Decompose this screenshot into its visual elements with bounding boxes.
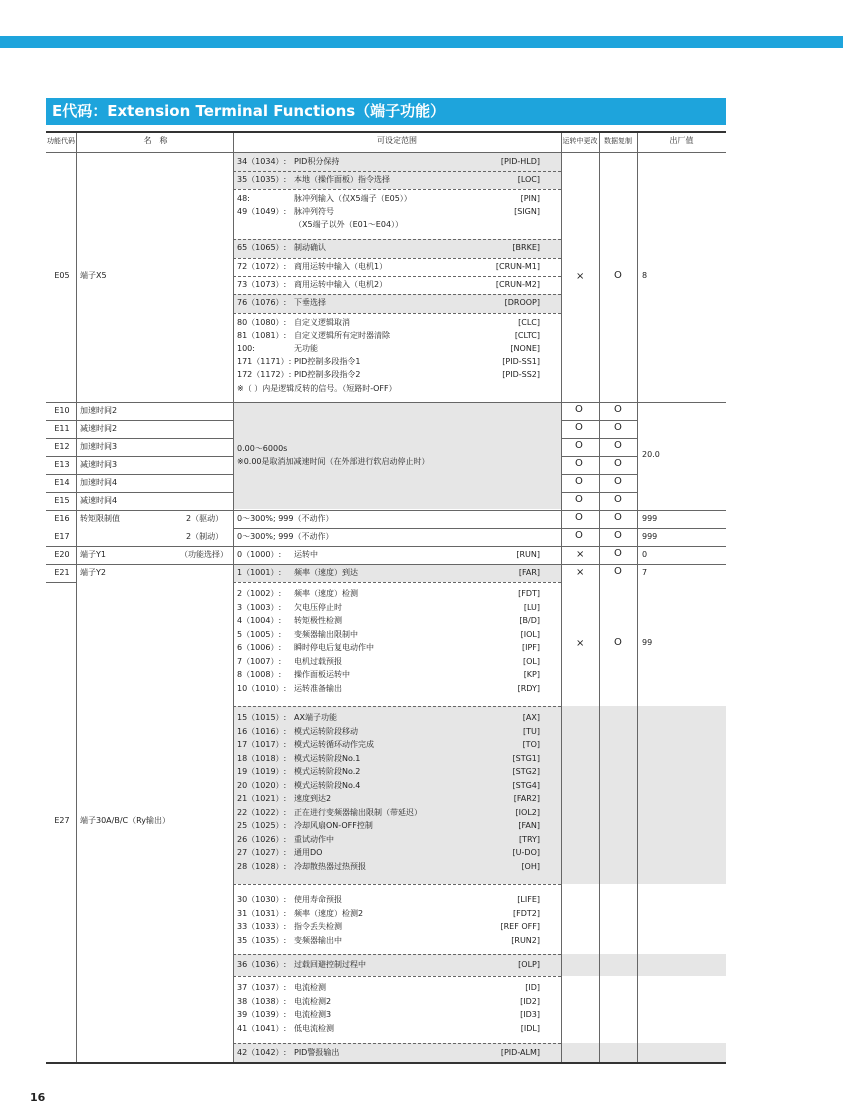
accel-row-name: 加速时间3 xyxy=(80,442,118,451)
e27-group5-entry-desc: 电流检测 xyxy=(294,983,326,992)
e27-group3-entry-num: 31（1031）: xyxy=(237,909,287,918)
e27-group1-entry-sig: [RDY] xyxy=(517,684,540,693)
e27-change: × xyxy=(576,638,585,649)
e27-group5-entry-num: 38（1038）: xyxy=(237,997,287,1006)
e17-copy: O xyxy=(614,530,622,541)
e27-group2-entry-sig: [STG4] xyxy=(512,781,540,790)
e27-group2-entry-desc: 冷却风扇ON-OFF控制 xyxy=(294,821,373,830)
e27-group2-entry-num: 20（1020）: xyxy=(237,781,287,790)
e05-entry-desc: 制动确认 xyxy=(294,243,326,252)
e27-group1-entry-num: 6（1006）: xyxy=(237,643,282,652)
e27-group3-entry-desc: 频率（速度）检测2 xyxy=(294,909,364,918)
e27-group2-entry-num: 17（1017）: xyxy=(237,740,287,749)
accel-row-change: O xyxy=(575,458,583,469)
e05-entry-num: 35（1035）: xyxy=(237,175,287,184)
e20-name: 端子Y1 xyxy=(80,550,106,559)
e27-group2-entry-num: 18（1018）: xyxy=(237,754,287,763)
accel-row-copy: O xyxy=(614,404,622,415)
e05-entry-desc: 无功能 xyxy=(294,344,318,353)
e27-group3-entry-num: 33（1033）: xyxy=(237,922,287,931)
e27-group1-entry-desc: 转矩极性检测 xyxy=(294,616,342,625)
accel-row-copy: O xyxy=(614,476,622,487)
e05-entry-sig: [BRKE] xyxy=(512,243,540,252)
e27-group5-entry-sig: [ID3] xyxy=(520,1010,540,1019)
accel-range-2: ※0.00是取消加减速时间（在外部进行软启动停止时） xyxy=(237,457,430,466)
e27-name: 端子30A/B/C（Ry输出） xyxy=(80,816,170,825)
e27-group2-entry-desc: 通用DO xyxy=(294,848,323,857)
e20-sig: [RUN] xyxy=(516,550,540,559)
e05-entry-desc: PID控制多段指令2 xyxy=(294,370,361,379)
e27-group1-entry-desc: 频率（速度）检测 xyxy=(294,589,358,598)
e20-copy: O xyxy=(614,548,622,559)
accel-row-change: O xyxy=(575,440,583,451)
e05-entry-num: 49（1049）: xyxy=(237,207,287,216)
e27-group3-entry-sig: [RUN2] xyxy=(511,936,540,945)
e27-copy: O xyxy=(614,637,622,648)
e05-entry-num: 76（1076）: xyxy=(237,298,287,307)
accel-range-1: 0.00～6000s xyxy=(237,444,288,453)
e17-range: 0～300%; 999（不动作） xyxy=(237,532,334,541)
accel-row-copy: O xyxy=(614,440,622,451)
e27-group1-entry-desc: 操作面板运转中 xyxy=(294,670,350,679)
e05-entry-num: 80（1080）: xyxy=(237,318,287,327)
e05-entry-num: 81（1081）: xyxy=(237,331,287,340)
e27-group2-entry-sig: [U-DO] xyxy=(512,848,540,857)
e20-desc: 运转中 xyxy=(294,550,318,559)
header-range: 可设定范围 xyxy=(377,136,417,145)
header-change: 运转中更改 xyxy=(562,137,598,145)
e05-entry-sig: [CLTC] xyxy=(514,331,540,340)
e21-name: 端子Y2 xyxy=(80,568,106,577)
e27-group5-entry-desc: 电流检测3 xyxy=(294,1010,332,1019)
e27-group1-entry-sig: [FDT] xyxy=(518,589,540,598)
e27-group2-entry-desc: 模式运转阶段No.4 xyxy=(294,781,361,790)
e27-group5-entry-num: 41（1041）: xyxy=(237,1024,287,1033)
accel-row-change: O xyxy=(575,404,583,415)
e27-group1-entry-num: 2（1002）: xyxy=(237,589,282,598)
e17-change: O xyxy=(575,530,583,541)
e17-code: E17 xyxy=(54,532,70,541)
page-number: 16 xyxy=(30,1091,46,1104)
e20-code: E20 xyxy=(54,550,70,559)
accel-row-copy: O xyxy=(614,422,622,433)
e27-group1-entry-num: 8（1008）: xyxy=(237,670,282,679)
accel-row-code: E14 xyxy=(54,478,70,487)
e27-group1-entry-desc: 瞬时停电后复电动作中 xyxy=(294,643,374,652)
accel-row-change: O xyxy=(575,476,583,487)
e27-group5-entry-num: 37（1037）: xyxy=(237,983,287,992)
e05-entry-num: 65（1065）: xyxy=(237,243,287,252)
e05-entry-desc: 自定义逻辑所有定时器清除 xyxy=(294,331,390,340)
e27-group2-entry-desc: 重试动作中 xyxy=(294,835,334,844)
e27-group5-entry-num: 39（1039）: xyxy=(237,1010,287,1019)
e27-group1-entry-sig: [LU] xyxy=(523,603,540,612)
e27-group1-entry-desc: 欠电压停止时 xyxy=(294,603,342,612)
accel-row-name: 减速时间2 xyxy=(80,424,118,433)
e27-group1-entry-num: 5（1005）: xyxy=(237,630,282,639)
e27-group2-entry-desc: 正在进行变频器输出限制（带延迟） xyxy=(294,808,422,817)
e27-group1-entry-desc: 变频器输出限制中 xyxy=(294,630,358,639)
e27-group5-entry-sig: [IDL] xyxy=(520,1024,540,1033)
accel-row-name: 减速时间3 xyxy=(80,460,118,469)
e16-code: E16 xyxy=(54,514,70,523)
e27-group2-entry-num: 28（1028）: xyxy=(237,862,287,871)
e27-group2-entry-sig: [TO] xyxy=(522,740,540,749)
e27-group1-entry-num: 4（1004）: xyxy=(237,616,282,625)
e27-group3-entry-num: 30（1030）: xyxy=(237,895,287,904)
accel-row-code: E13 xyxy=(54,460,70,469)
e27-group3-entry-sig: [REF OFF] xyxy=(500,922,540,931)
e27-group1-entry-num: 7（1007）: xyxy=(237,657,282,666)
e27-group3-entry-sig: [LIFE] xyxy=(517,895,540,904)
e21-sig: [FAR] xyxy=(518,568,540,577)
accel-row-change: O xyxy=(575,494,583,505)
e27-group2-entry-desc: 模式运转阶段No.2 xyxy=(294,767,361,776)
e27-group2-entry-num: 27（1027）: xyxy=(237,848,287,857)
e27-group2-entry-sig: [STG1] xyxy=(512,754,540,763)
e21-default: 7 xyxy=(642,568,648,577)
e05-entry-num: 73（1073）: xyxy=(237,280,287,289)
e05-entry-sig: [DROOP] xyxy=(504,298,540,307)
e05-entry-desc: PID控制多段指令1 xyxy=(294,357,361,366)
e27-group1-entry-num: 3（1003）: xyxy=(237,603,282,612)
e27-group3-entry-desc: 变频器输出中 xyxy=(294,936,342,945)
e05-entry-desc: PID积分保持 xyxy=(294,157,340,166)
e27-group3-entry-sig: [FDT2] xyxy=(513,909,540,918)
e27-group2-entry-sig: [AX] xyxy=(522,713,540,722)
e27-code: E27 xyxy=(54,816,70,825)
e05-entry-desc: 商用运转中输入（电机1） xyxy=(294,262,388,271)
top-accent-bar xyxy=(0,36,843,48)
e16-change: O xyxy=(575,512,583,523)
header-code: 功能代码 xyxy=(47,137,75,145)
accel-row-name: 加速时间2 xyxy=(80,406,118,415)
e27-group2-entry-sig: [STG2] xyxy=(512,767,540,776)
e05-entry-num: 172（1172）: xyxy=(237,370,292,379)
e21-desc: 频率（速度）到达 xyxy=(294,568,358,577)
e05-entry-sig: [NONE] xyxy=(510,344,540,353)
e20-default: 0 xyxy=(642,550,648,559)
e27-group2-entry-desc: 模式运转阶段No.1 xyxy=(294,754,361,763)
e05-entry-desc: 脉冲列输入（仅X5端子（E05）） xyxy=(294,194,412,203)
e21-num: 1（1001）: xyxy=(237,568,282,577)
e05-entry-sig: [CRUN-M2] xyxy=(495,280,540,289)
e05-entry-sig: [LOC] xyxy=(517,175,540,184)
accel-row-copy: O xyxy=(614,494,622,505)
e05-entry-sig: [SIGN] xyxy=(514,207,540,216)
e16-name: 转矩限制值 xyxy=(80,514,120,523)
accel-row-name: 加速时间4 xyxy=(80,478,118,487)
e21-code: E21 xyxy=(54,568,70,577)
e05-entry-sig: [PID-SS1] xyxy=(502,357,540,366)
e27-group2-entry-num: 15（1015）: xyxy=(237,713,287,722)
e27-group6-entry-sig: [PID-ALM] xyxy=(500,1048,540,1057)
accel-row-code: E15 xyxy=(54,496,70,505)
e05-entry-num: 72（1072）: xyxy=(237,262,287,271)
e27-group2-entry-desc: 速度到达2 xyxy=(294,794,332,803)
e27-default: 99 xyxy=(642,638,653,647)
e27-group2-entry-num: 26（1026）: xyxy=(237,835,287,844)
e27-group2-entry-num: 19（1019）: xyxy=(237,767,287,776)
e05-note: ※（ ）内是逻辑反转的信号。（短路时-OFF） xyxy=(237,384,397,393)
e27-group2-entry-sig: [OH] xyxy=(521,862,540,871)
e17-default: 999 xyxy=(642,532,658,541)
accel-row-change: O xyxy=(575,422,583,433)
e27-group2-entry-desc: 模式运转循环动作完成 xyxy=(294,740,374,749)
e27-group2-entry-num: 21（1021）: xyxy=(237,794,287,803)
header-default: 出厂值 xyxy=(669,136,694,145)
e16-default: 999 xyxy=(642,514,658,523)
e05-entry-sig: [PIN] xyxy=(520,194,540,203)
e05-entry-desc: （X5端子以外（E01～E04）） xyxy=(294,220,404,229)
e05-entry-sig: [PID-SS2] xyxy=(502,370,540,379)
e05-copy: O xyxy=(614,270,622,281)
e05-entry-num: 100: xyxy=(237,344,255,353)
e27-group6-entry-desc: PID警报输出 xyxy=(294,1048,340,1057)
e27-group1-entry-desc: 运转准备输出 xyxy=(294,684,342,693)
e27-group1-entry-sig: [IOL] xyxy=(520,630,540,639)
e05-code: E05 xyxy=(54,271,70,280)
e05-entry-desc: 下垂选择 xyxy=(294,298,326,307)
e05-entry-num: 48: xyxy=(237,194,250,203)
e05-entry-desc: 自定义逻辑取消 xyxy=(294,318,350,327)
e27-group3-entry-desc: 使用寿命预报 xyxy=(294,895,342,904)
e27-group2-entry-desc: 冷却散热器过热预报 xyxy=(294,862,366,871)
e05-entry-sig: [CLC] xyxy=(518,318,540,327)
e05-entry-sig: [PID-HLD] xyxy=(500,157,540,166)
e27-group2-entry-num: 16（1016）: xyxy=(237,727,287,736)
e27-group5-entry-desc: 低电流检测 xyxy=(294,1024,334,1033)
accel-row-code: E12 xyxy=(54,442,70,451)
accel-row-name: 减速时间4 xyxy=(80,496,118,505)
e27-group1-entry-sig: [OL] xyxy=(523,657,540,666)
accel-row-code: E10 xyxy=(54,406,70,415)
e27-group4-entry-sig: [OLP] xyxy=(518,960,540,969)
e27-group1-entry-desc: 电机过载预报 xyxy=(294,657,342,666)
e21-change: × xyxy=(576,567,585,578)
e27-group6-entry-num: 42（1042）: xyxy=(237,1048,287,1057)
e27-group2-entry-sig: [TRY] xyxy=(518,835,540,844)
e27-group1-entry-num: 10（1010）: xyxy=(237,684,287,693)
e27-group3-entry-num: 35（1035）: xyxy=(237,936,287,945)
header-name: 名 称 xyxy=(143,136,168,145)
e05-entry-sig: [CRUN-M1] xyxy=(495,262,540,271)
e27-group2-entry-sig: [FAR2] xyxy=(513,794,540,803)
section-title: E代码：Extension Terminal Functions（端子功能） xyxy=(46,98,726,125)
e27-group3-entry-desc: 指令丢失检测 xyxy=(294,922,342,931)
e20-change: × xyxy=(576,549,585,560)
header-copy: 数据复制 xyxy=(604,137,632,145)
e27-group2-entry-num: 25（1025）: xyxy=(237,821,287,830)
e27-group1-entry-sig: [B/D] xyxy=(519,616,540,625)
e16-sub: 2（驱动） xyxy=(186,514,224,523)
e05-entry-desc: 本地（操作面板）指令选择 xyxy=(294,175,390,184)
e-code-table xyxy=(46,131,726,1063)
e20-sub: （功能选择） xyxy=(180,550,228,559)
accel-default: 20.0 xyxy=(642,450,660,459)
e05-entry-num: 171（1171）: xyxy=(237,357,292,366)
e27-group2-entry-desc: 模式运转阶段移动 xyxy=(294,727,358,736)
e27-group4-entry-desc: 过载回避控制过程中 xyxy=(294,960,366,969)
e27-group2-entry-sig: [FAN] xyxy=(518,821,540,830)
e05-entry-desc: 商用运转中输入（电机2） xyxy=(294,280,388,289)
e05-entry-num: 34（1034）: xyxy=(237,157,287,166)
e20-num: 0（1000）: xyxy=(237,550,282,559)
e05-default: 8 xyxy=(642,271,648,280)
e27-group5-entry-sig: [ID2] xyxy=(520,997,540,1006)
e27-group2-entry-desc: AX端子功能 xyxy=(294,713,337,722)
e27-group5-entry-desc: 电流检测2 xyxy=(294,997,332,1006)
e27-group2-entry-sig: [TU] xyxy=(523,727,540,736)
e05-change: × xyxy=(576,271,585,282)
e16-copy: O xyxy=(614,512,622,523)
e27-group1-entry-sig: [IPF] xyxy=(521,643,540,652)
e27-group4-entry-num: 36（1036）: xyxy=(237,960,287,969)
e27-group5-entry-sig: [ID] xyxy=(525,983,540,992)
e05-entry-desc: 脉冲列符号 xyxy=(294,207,334,216)
e05-name: 端子X5 xyxy=(80,271,107,280)
e16-range: 0～300%; 999（不动作） xyxy=(237,514,334,523)
accel-row-copy: O xyxy=(614,458,622,469)
e27-group1-entry-sig: [KP] xyxy=(523,670,540,679)
e17-sub: 2（制动） xyxy=(186,532,224,541)
accel-row-code: E11 xyxy=(54,424,70,433)
e27-group2-entry-num: 22（1022）: xyxy=(237,808,287,817)
e21-copy: O xyxy=(614,566,622,577)
e27-group2-entry-sig: [IOL2] xyxy=(515,808,540,817)
